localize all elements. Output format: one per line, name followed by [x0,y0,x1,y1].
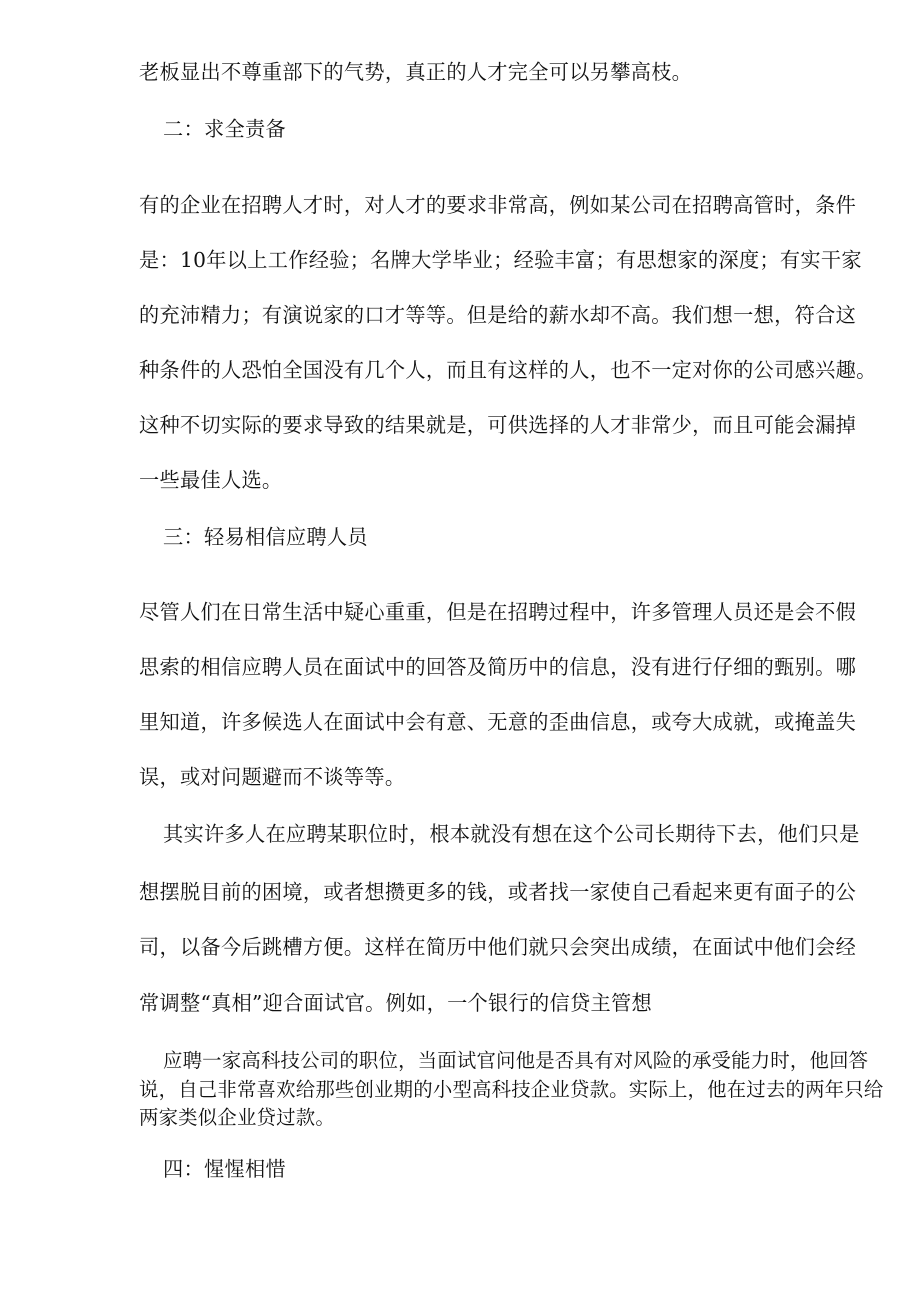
section-3-para-3-line-3: 两家类似企业贷过款。 [139,1106,335,1129]
section-3-para-2-line-3: 司，以备今后跳槽方便。这样在简历中他们就只会突出成绩，在面试中他们会经 [139,935,857,959]
section-2-line-6: 一些最佳人选。 [139,468,283,492]
section-2-line-4: 种条件的人恐怕全国没有几个人，而且有这样的人，也不一定对你的公司感兴趣。 [139,358,877,382]
section-3-para-1-line-2: 思索的相信应聘人员在面试中的回答及简历中的信息，没有进行仔细的甄别。哪 [139,655,857,679]
section-3-para-2-line-4: 常调整“真相”迎合面试官。例如，一个银行的信贷主管想 [139,991,652,1015]
section-3-para-2-line-1: 其实许多人在应聘某职位时，根本就没有想在这个公司长期待下去，他们只是 [163,822,860,846]
intro-line: 老板显出不尊重部下的气势，真正的人才完全可以另攀高枝。 [139,60,693,84]
section-2-heading: 二：求全责备 [163,117,286,141]
section-3-heading: 三：轻易相信应聘人员 [163,525,368,549]
section-2-line-2: 是：10年以上工作经验；名牌大学毕业；经验丰富；有思想家的深度；有实干家 [139,248,862,272]
section-3-para-3-line-1: 应聘一家高科技公司的职位，当面试官问他是否具有对风险的承受能力时，他回答 [163,1049,869,1072]
section-2-line-3: 的充沛精力；有演说家的口才等等。但是给的薪水却不高。我们想一想，符合这 [139,303,857,327]
section-2-line-5: 这种不切实际的要求导致的结果就是，可供选择的人才非常少，而且可能会漏掉 [139,413,857,437]
section-4-heading: 四：惺惺相惜 [163,1157,286,1181]
section-3-para-1-line-3: 里知道，许多候选人在面试中会有意、无意的歪曲信息，或夸大成就，或掩盖失 [139,710,857,734]
section-2-line-1: 有的企业在招聘人才时，对人才的要求非常高，例如某公司在招聘高管时，条件 [139,193,857,217]
section-3-para-1-line-1: 尽管人们在日常生活中疑心重重，但是在招聘过程中，许多管理人员还是会不假 [139,600,857,624]
section-3-para-3-line-2: 说，自己非常喜欢给那些创业期的小型高科技企业贷款。实际上，他在过去的两年只给 [139,1078,884,1101]
section-3-para-1-line-4: 误，或对问题避而不谈等等。 [139,765,406,789]
section-3-para-2-line-2: 想摆脱目前的困境，或者想攒更多的钱，或者找一家使自己看起来更有面子的公 [139,880,857,904]
